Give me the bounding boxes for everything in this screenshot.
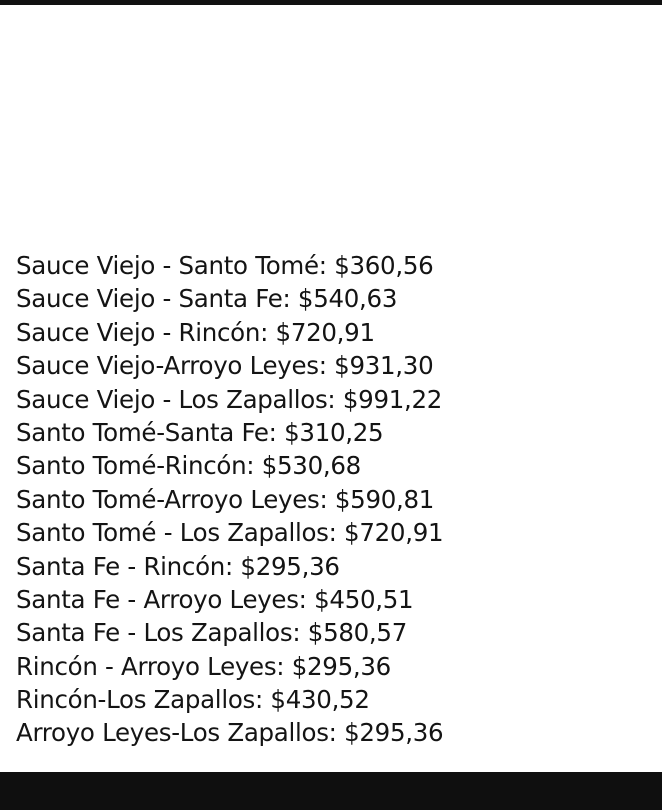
fare-line: Santo Tomé-Santa Fe: $310,25 bbox=[16, 417, 384, 447]
fare-line: Sauce Viejo - Los Zapallos: $991,22 bbox=[16, 384, 443, 414]
fare-line: Sauce Viejo - Santa Fe: $540,63 bbox=[16, 284, 398, 314]
fare-line: Santo Tomé-Rincón: $530,68 bbox=[16, 451, 361, 481]
fare-line: Santa Fe - Los Zapallos: $580,57 bbox=[16, 618, 407, 648]
fare-line: Santa Fe - Arroyo Leyes: $450,51 bbox=[16, 584, 414, 614]
fare-line: Sauce Viejo - Rincón: $720,91 bbox=[16, 317, 375, 347]
fare-line: Arroyo Leyes-Los Zapallos: $295,36 bbox=[16, 718, 444, 748]
fare-line: Santa Fe - Rincón: $295,36 bbox=[16, 551, 340, 581]
top-edge-bar bbox=[0, 0, 662, 5]
fare-line: Santo Tomé-Arroyo Leyes: $590,81 bbox=[16, 484, 435, 514]
fare-line: Santo Tomé - Los Zapallos: $720,91 bbox=[16, 518, 444, 548]
fare-line: Rincón - Arroyo Leyes: $295,36 bbox=[16, 651, 391, 681]
fare-line: Sauce Viejo-Arroyo Leyes: $931,30 bbox=[16, 351, 434, 381]
fare-list bbox=[16, 249, 443, 750]
bottom-edge-bar bbox=[0, 772, 662, 810]
fare-line: Sauce Viejo - Santo Tomé: $360,56 bbox=[16, 251, 434, 280]
fare-line: Rincón-Los Zapallos: $430,52 bbox=[16, 685, 370, 715]
